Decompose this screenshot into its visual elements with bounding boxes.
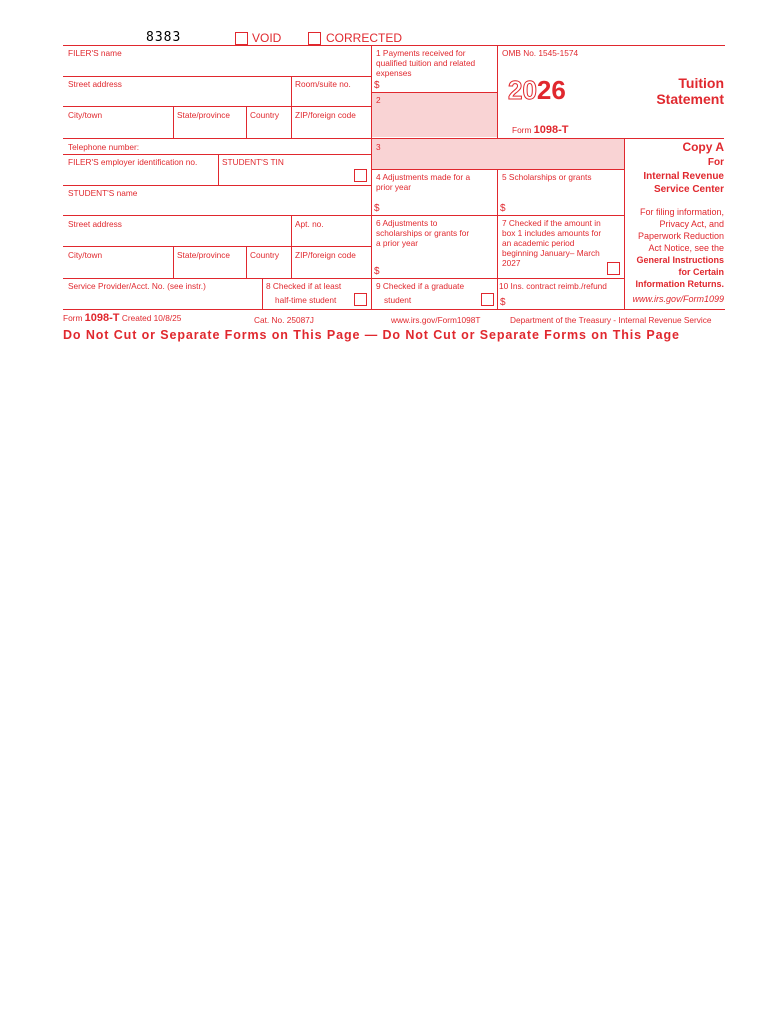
box1-dollar: $ [374,80,380,91]
footer-dept: Department of the Treasury - Internal Revenue Service [510,315,712,325]
do-not-cut-warning: Do Not Cut or Separate Forms on This Page — Do Not Cut or Separate Forms on This Page [63,328,680,342]
corrected-checkbox[interactable] [308,32,321,45]
tax-year [508,76,566,104]
tax-year-bold: 26 [536,75,566,105]
divider-mid-right-lower [497,169,498,309]
student-street-bottom [63,246,371,247]
copy-url[interactable]: www.irs.gov/Form1099 [632,294,724,304]
filer-name-bottom [63,76,371,77]
box4-bottom [371,215,624,216]
form-prefix-header: Form [512,125,532,135]
filer-country-divider [246,106,247,138]
filer-room-label: Room/suite no. [295,79,351,89]
void-checkbox[interactable] [235,32,248,45]
box4-dollar: $ [374,203,380,214]
copy-irs-line1: Internal Revenue [643,171,724,182]
box6-dollar: $ [374,266,380,277]
box1-bottom [371,92,497,93]
student-state-divider [173,246,174,278]
void-label: VOID [252,31,282,45]
form-title-line1: Tuition [678,75,724,91]
student-country-divider [246,246,247,278]
divider-copy-column [624,138,625,309]
student-name-label: STUDENT'S name [68,188,138,198]
tin-divider [218,154,219,185]
student-zip-label: ZIP/foreign code [295,250,356,260]
box9-checkbox[interactable] [481,293,494,306]
filer-country-label: Country [250,110,280,120]
filer-zip-divider [291,106,292,138]
tin-row-bottom [63,185,371,186]
filer-state-label: State/province [177,110,231,120]
copy-for: For [707,157,724,168]
copy-info-line1: For filing information, [639,207,724,217]
divider-left-mid [371,45,372,309]
filer-street-bottom [63,106,371,107]
footer-form-number: 1098-T [84,312,120,324]
form-bottom-border [63,309,725,310]
filer-street-label: Street address [68,79,122,89]
box3-shade [372,139,624,169]
student-name-bottom [63,215,371,216]
box5-dollar: $ [500,203,506,214]
copy-gi-line3: Information Returns. [635,279,724,289]
box2-bottom [371,138,724,139]
box4-label: 4 Adjustments made for a prior year [376,172,471,192]
box9-label-line2: student [384,295,412,305]
filer-name-label: FILER'S name [68,48,122,58]
box7-checkbox[interactable] [607,262,620,275]
footer-web[interactable]: www.irs.gov/Form1098T [391,315,481,325]
service-provider-label: Service Provider/Acct. No. (see instr.) [68,281,206,291]
footer-form-label [63,313,181,323]
apt-divider [291,215,292,246]
box8-label-line1: 8 Checked if at least [266,281,342,291]
copy-info-line4: Act Notice, see the [648,243,724,253]
form-code: 8383 [146,30,182,45]
filer-zip-label: ZIP/foreign code [295,110,356,120]
student-state-label: State/province [177,250,231,260]
copy-gi-line1: General Instructions [636,255,724,265]
filer-city-bottom [63,138,371,139]
form-label-header [512,125,569,135]
tax-year-outline: 20 [508,75,537,105]
footer-form-prefix: Form [63,313,83,323]
form-title-line2: Statement [656,91,724,107]
box3-label: 3 [376,142,381,152]
student-street-label: Street address [68,219,122,229]
form-number-header: 1098-T [533,124,569,136]
form-top-border [63,45,725,46]
tin-checkbox[interactable] [354,169,367,182]
room-divider [291,76,292,106]
copy-gi-line2: for Certain [678,267,724,277]
divider-mid-right [497,45,498,138]
box3-bottom [371,169,624,170]
box2-shade [372,93,497,137]
box6-bottom [371,278,624,279]
box7-label: 7 Checked if the amount in box 1 includes amounts for an academic period beginning January– March 2027 [502,218,602,268]
student-city-label: City/town [68,250,103,260]
filer-ein-label: FILER'S employer identification no. [68,157,198,167]
student-tin-label: STUDENT'S TIN [222,157,284,167]
box10-dollar: $ [500,297,506,308]
copy-info-line3: Paperwork Reduction [637,231,724,241]
box9-label-line1: 9 Checked if a graduate [376,281,465,291]
box8-checkbox[interactable] [354,293,367,306]
copy-irs-line2: Service Center [653,184,724,195]
filer-city-label: City/town [68,110,103,120]
student-zip-divider [291,246,292,278]
footer-cat-no: Cat. No. 25087J [254,315,314,325]
box6-label: 6 Adjustments to scholarships or grants for a prior year [376,218,470,248]
filer-state-divider [173,106,174,138]
student-city-bottom [63,278,371,279]
box1-label: 1 Payments received for qualified tuition and related expenses [376,48,476,78]
box8-label-line2: half-time student [275,295,337,305]
filer-phone-label: Telephone number: [68,142,140,152]
box2-label: 2 [376,95,381,105]
copy-label: Copy A [682,140,724,154]
footer-created: Created 10/8/25 [121,313,182,323]
box10-label: 10 Ins. contract reimb./refund [499,281,607,291]
student-country-label: Country [250,250,280,260]
box5-label: 5 Scholarships or grants [502,172,592,182]
copy-info-line2: Privacy Act, and [659,219,724,229]
corrected-label: CORRECTED [326,31,403,45]
filer-phone-bottom [63,154,371,155]
student-apt-label: Apt. no. [295,219,324,229]
omb-number: OMB No. 1545-1574 [502,48,579,58]
box8-divider [262,278,263,309]
